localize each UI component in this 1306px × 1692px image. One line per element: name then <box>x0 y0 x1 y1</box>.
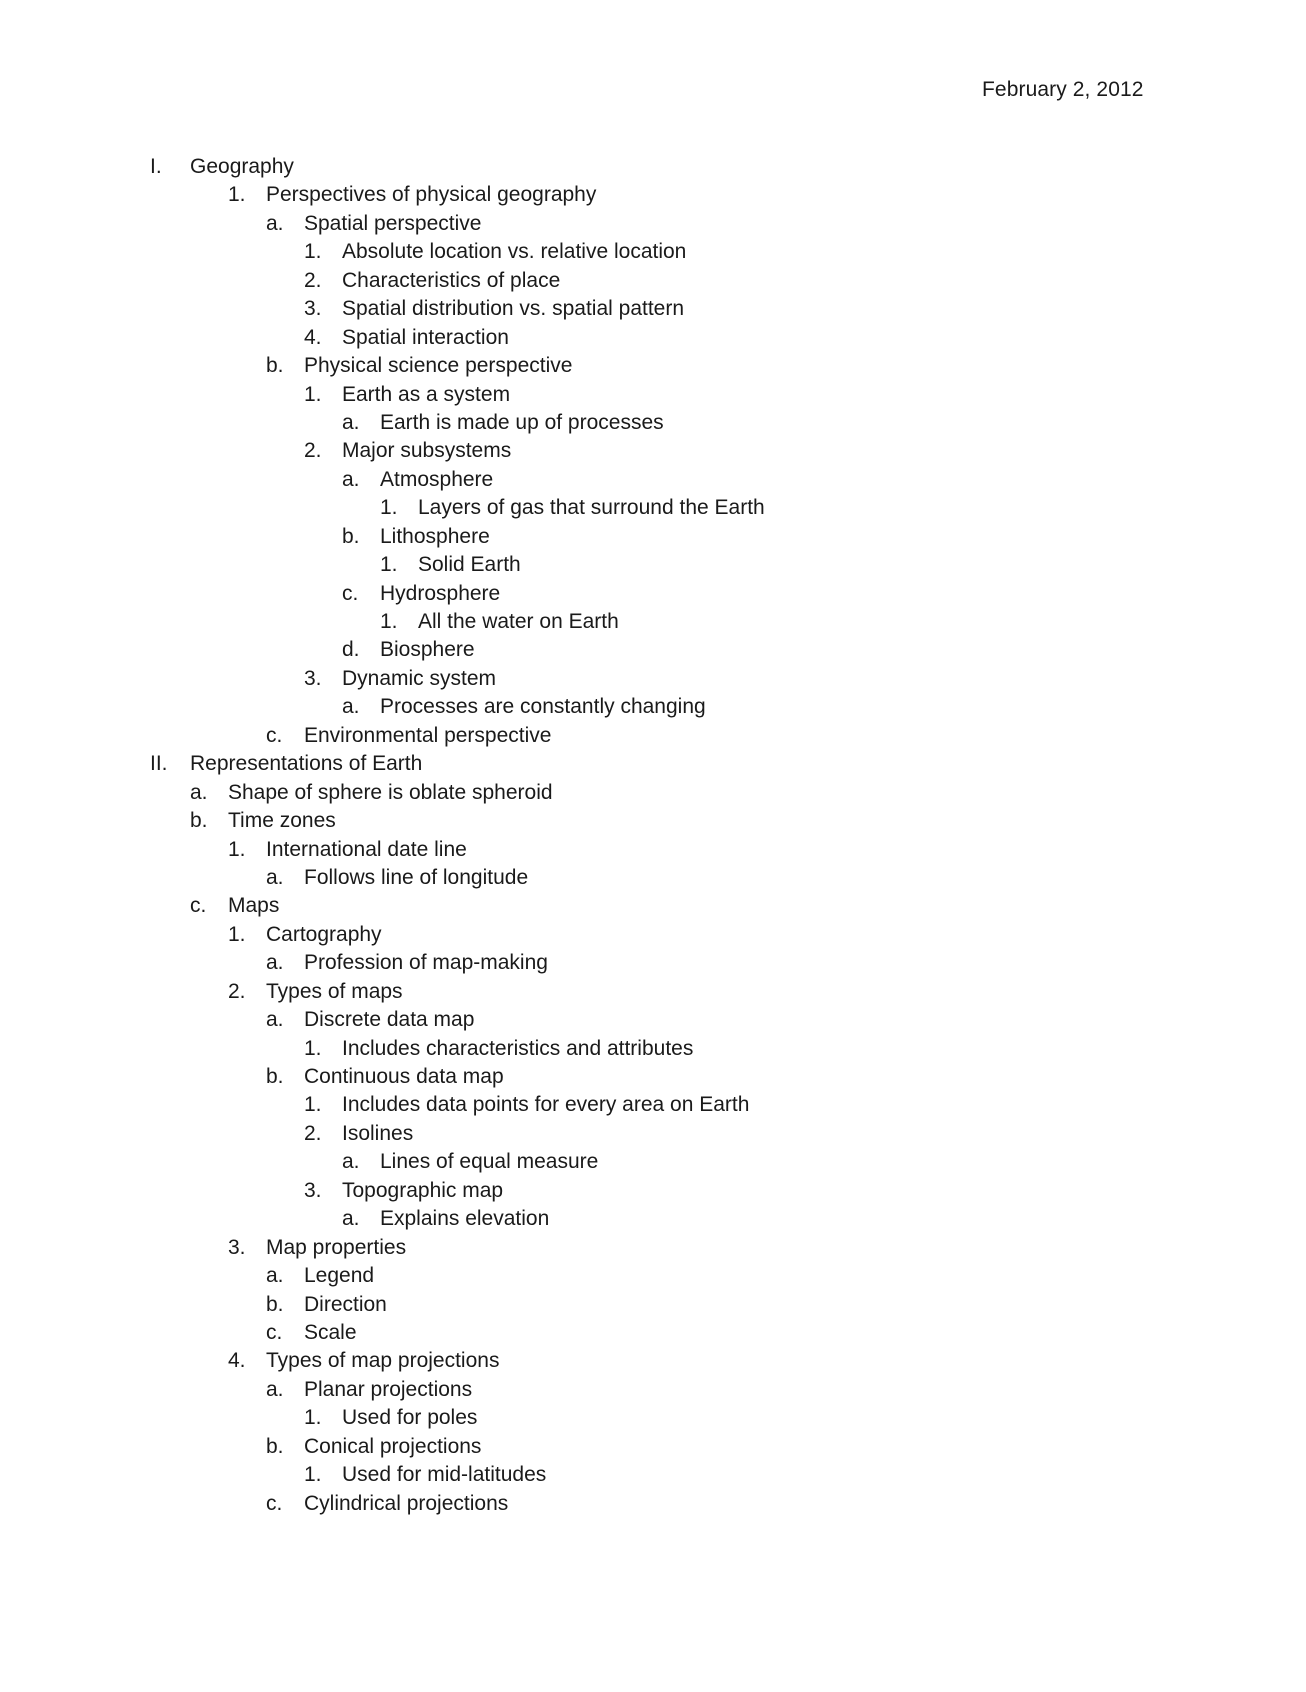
outline-item <box>0 836 1306 864</box>
outline-item <box>0 466 1306 494</box>
outline-item-text: Spatial interaction <box>342 325 509 349</box>
outline-item-text: Direction <box>304 1292 387 1316</box>
outline-item <box>0 1234 1306 1262</box>
outline-item-text: Types of map projections <box>266 1349 500 1373</box>
outline-item-text: Isolines <box>342 1121 414 1145</box>
outline-item <box>0 864 1306 892</box>
outline-item-text: Lines of equal measure <box>380 1150 599 1174</box>
outline-item-text: Cylindrical projections <box>304 1491 509 1515</box>
outline-item <box>0 295 1306 323</box>
outline-item-text: Continuous data map <box>304 1065 504 1088</box>
outline-item-marker: b. <box>190 809 208 833</box>
outline-item-text: Physical science perspective <box>304 354 573 378</box>
outline-item <box>0 1347 1306 1375</box>
outline-item-text: Follows line of longitude <box>304 865 529 889</box>
outline-item-marker: a. <box>342 695 360 719</box>
outline-item-text: Cartography <box>266 922 382 946</box>
outline-item-marker: 3. <box>304 297 322 321</box>
outline-item-marker: 1. <box>304 1406 322 1430</box>
outline-item-text: Used for mid-latitudes <box>342 1463 547 1487</box>
outline-item <box>0 608 1306 636</box>
outline-item-marker: b. <box>266 1434 284 1458</box>
outline-item <box>0 1205 1306 1233</box>
outline-item-marker: b. <box>342 524 360 548</box>
outline-item-text: Includes data points for every area on Earth <box>342 1093 750 1117</box>
outline-item-text: Topographic map <box>342 1178 504 1202</box>
outline-item-text: Hydrosphere <box>380 581 501 605</box>
outline <box>0 153 1306 1518</box>
outline-item <box>0 1148 1306 1176</box>
outline-item-text: Explains elevation <box>380 1207 550 1231</box>
outline-item <box>0 437 1306 465</box>
outline-item-marker: 3. <box>304 666 322 690</box>
outline-item-text: Time zones <box>228 809 336 833</box>
outline-item-marker: b. <box>266 1292 284 1316</box>
outline-item-text: Maps <box>228 894 280 918</box>
outline-item-text: Geography <box>190 155 294 178</box>
outline-item <box>0 352 1306 380</box>
outline-item-marker: 2. <box>228 979 246 1003</box>
outline-item-text: Shape of sphere is oblate spheroid <box>228 780 553 804</box>
outline-item-marker: 2. <box>304 1121 322 1145</box>
outline-item <box>0 921 1306 949</box>
outline-item <box>0 1319 1306 1347</box>
outline-item-text: Used for poles <box>342 1406 478 1430</box>
document-date: February 2, 2012 <box>982 78 1144 101</box>
outline-item <box>0 779 1306 807</box>
outline-item-marker: 1. <box>228 837 246 861</box>
outline-item <box>0 750 1306 778</box>
outline-item-text: Map properties <box>266 1235 407 1259</box>
outline-item <box>0 523 1306 551</box>
outline-item-marker: 1. <box>304 240 322 264</box>
outline-item-marker: b. <box>266 354 284 378</box>
outline-item-text: Solid Earth <box>418 553 521 577</box>
outline-item-marker: a. <box>190 780 208 804</box>
outline-item-marker: c. <box>266 1320 283 1344</box>
outline-item-text: International date line <box>266 837 467 861</box>
outline-item-marker: c. <box>342 581 359 605</box>
outline-item <box>0 1177 1306 1205</box>
outline-item-marker: a. <box>266 1377 284 1401</box>
outline-item-marker: a. <box>342 410 360 434</box>
outline-item-marker: II. <box>150 752 168 776</box>
outline-item-text: Absolute location vs. relative location <box>342 240 687 264</box>
outline-item-text: Characteristics of place <box>342 268 561 292</box>
outline-item-text: Major subsystems <box>342 439 512 463</box>
outline-item <box>0 494 1306 522</box>
outline-item-marker: a. <box>266 951 284 975</box>
outline-item-marker: 4. <box>228 1349 246 1373</box>
outline-item <box>0 1091 1306 1119</box>
outline-item <box>0 807 1306 835</box>
outline-item-marker: 4. <box>304 325 322 349</box>
outline-item-marker: a. <box>342 1150 360 1174</box>
outline-item-marker: 3. <box>304 1178 322 1202</box>
outline-item-text: Dynamic system <box>342 666 497 690</box>
outline-item-marker: 2. <box>304 268 322 292</box>
outline-item-text: Atmosphere <box>380 467 494 491</box>
outline-item <box>0 1262 1306 1290</box>
outline-item <box>0 181 1306 209</box>
outline-item-marker: a. <box>266 1264 284 1288</box>
outline-item-text: Lithosphere <box>380 524 490 548</box>
outline-item-marker: a. <box>342 1207 360 1231</box>
outline-item-text: All the water on Earth <box>418 610 619 633</box>
outline-item <box>0 580 1306 608</box>
outline-item-marker: a. <box>266 211 284 235</box>
outline-item-marker: a. <box>266 1008 284 1032</box>
outline-item-text: Includes characteristics and attributes <box>342 1036 694 1060</box>
outline-item-marker: 1. <box>228 183 246 207</box>
outline-item-marker: 1. <box>380 496 398 520</box>
outline-item-marker: c. <box>266 723 283 747</box>
outline-item <box>0 1291 1306 1319</box>
outline-item-marker: 1. <box>304 1093 322 1117</box>
outline-item-text: Profession of map-making <box>304 951 548 975</box>
outline-item-text: Layers of gas that surround the Earth <box>418 496 765 520</box>
outline-item-marker: 1. <box>304 1036 322 1060</box>
outline-item-text: Spatial distribution vs. spatial pattern <box>342 297 685 321</box>
outline-item <box>0 1376 1306 1404</box>
outline-item <box>0 1120 1306 1148</box>
outline-item-text: Environmental perspective <box>304 723 552 747</box>
outline-item-text: Types of maps <box>266 979 403 1003</box>
outline-item-text: Discrete data map <box>304 1008 475 1032</box>
outline-item <box>0 238 1306 266</box>
outline-item-text: Spatial perspective <box>304 211 482 235</box>
outline-item-text: Perspectives of physical geography <box>266 183 597 207</box>
outline-item <box>0 1063 1306 1091</box>
outline-item-marker: b. <box>266 1065 284 1088</box>
outline-item-text: Conical projections <box>304 1434 482 1458</box>
outline-item <box>0 1461 1306 1489</box>
outline-item-marker: 1. <box>304 1463 322 1487</box>
outline-item-marker: 1. <box>380 610 398 633</box>
outline-item <box>0 1490 1306 1518</box>
outline-item <box>0 1404 1306 1432</box>
outline-item-marker: c. <box>190 894 207 918</box>
outline-item <box>0 551 1306 579</box>
outline-item-marker: c. <box>266 1491 283 1515</box>
outline-item-marker: 3. <box>228 1235 246 1259</box>
outline-item <box>0 693 1306 721</box>
outline-item-text: Processes are constantly changing <box>380 695 706 719</box>
outline-item <box>0 153 1306 181</box>
outline-item <box>0 1433 1306 1461</box>
outline-item-marker: a. <box>266 865 284 889</box>
outline-item-text: Earth as a system <box>342 382 511 406</box>
outline-item-text: Planar projections <box>304 1377 473 1401</box>
outline-item-marker: a. <box>342 467 360 491</box>
outline-item <box>0 636 1306 664</box>
outline-item <box>0 409 1306 437</box>
outline-item-marker: 1. <box>304 382 322 406</box>
outline-item-marker: 1. <box>380 553 398 577</box>
outline-item <box>0 1035 1306 1063</box>
outline-item <box>0 1006 1306 1034</box>
outline-item <box>0 267 1306 295</box>
outline-item <box>0 892 1306 920</box>
outline-item-text: Scale <box>304 1320 357 1344</box>
outline-item <box>0 324 1306 352</box>
outline-item <box>0 978 1306 1006</box>
outline-item-marker: 1. <box>228 922 246 946</box>
outline-item-text: Earth is made up of processes <box>380 410 664 434</box>
outline-item <box>0 210 1306 238</box>
outline-item <box>0 722 1306 750</box>
outline-item-marker: d. <box>342 638 360 662</box>
outline-item <box>0 949 1306 977</box>
outline-item-text: Biosphere <box>380 638 475 662</box>
outline-item-marker: I. <box>150 155 162 178</box>
outline-item <box>0 665 1306 693</box>
outline-item <box>0 381 1306 409</box>
outline-item-text: Representations of Earth <box>190 752 423 776</box>
outline-item-text: Legend <box>304 1264 375 1288</box>
outline-item-marker: 2. <box>304 439 322 463</box>
